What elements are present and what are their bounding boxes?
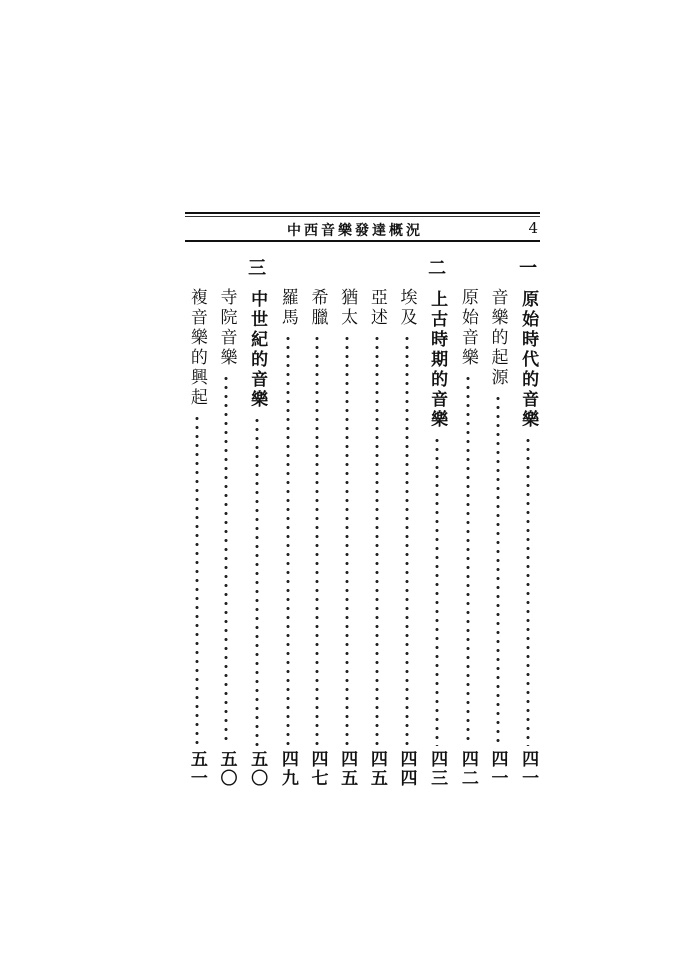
entry-page: 四二	[457, 750, 478, 788]
entry-title: 寺院音樂	[216, 288, 237, 368]
toc-entry	[212, 258, 242, 798]
section-number: 一	[519, 258, 538, 279]
entry-title: 羅馬	[277, 288, 298, 328]
entry-page: 五〇	[247, 750, 268, 788]
section-number: 二	[428, 258, 447, 279]
dot-leader	[195, 414, 199, 746]
toc-entry	[392, 258, 422, 798]
entry-page: 四四	[396, 750, 417, 788]
entry-page: 四七	[307, 750, 328, 788]
dot-leader	[255, 416, 259, 746]
toc-entry	[332, 258, 362, 798]
entry-title: 複音樂的興起	[186, 288, 207, 408]
table-of-contents	[182, 258, 544, 798]
entry-title: 亞述	[366, 288, 387, 328]
entry-title: 原始時代的音樂	[518, 290, 539, 430]
entry-page: 四五	[337, 750, 358, 788]
header-rule-thick	[185, 212, 540, 214]
toc-entry	[241, 258, 273, 798]
entry-title: 埃及	[396, 288, 417, 328]
page-number: 4	[528, 219, 538, 237]
dot-leader	[286, 334, 290, 746]
entry-title: 猶太	[337, 288, 358, 328]
toc-entry	[483, 258, 513, 798]
entry-title: 希臘	[307, 288, 328, 328]
entry-page: 四五	[366, 750, 387, 788]
entry-title: 音樂的起源	[487, 288, 508, 388]
section-number: 三	[248, 258, 267, 279]
dot-leader	[526, 436, 530, 746]
entry-title: 上古時期的音樂	[427, 290, 448, 430]
header-rule-thin	[185, 216, 540, 217]
running-header	[185, 212, 540, 242]
dot-leader	[466, 374, 470, 746]
toc-entry	[182, 258, 212, 798]
dot-leader	[345, 334, 349, 746]
dot-leader	[405, 334, 409, 746]
entry-page: 五〇	[216, 750, 237, 788]
dot-leader	[375, 334, 379, 746]
entry-page: 四三	[427, 750, 448, 788]
toc-entry	[362, 258, 392, 798]
toc-entry	[303, 258, 333, 798]
toc-entry	[512, 258, 544, 798]
dot-leader	[224, 374, 228, 746]
entry-page: 四一	[518, 750, 539, 788]
entry-page: 四一	[487, 750, 508, 788]
entry-title: 原始音樂	[457, 288, 478, 368]
toc-entry	[421, 258, 453, 798]
running-title: 中西音樂發達概況	[287, 223, 423, 239]
entry-title: 中世紀的音樂	[247, 290, 268, 410]
dot-leader	[315, 334, 319, 746]
dot-leader	[496, 394, 500, 746]
header-rule-bottom	[185, 240, 540, 242]
toc-entry	[273, 258, 303, 798]
entry-page: 四九	[277, 750, 298, 788]
toc-entry	[453, 258, 483, 798]
dot-leader	[435, 436, 439, 746]
entry-page: 五一	[186, 750, 207, 788]
